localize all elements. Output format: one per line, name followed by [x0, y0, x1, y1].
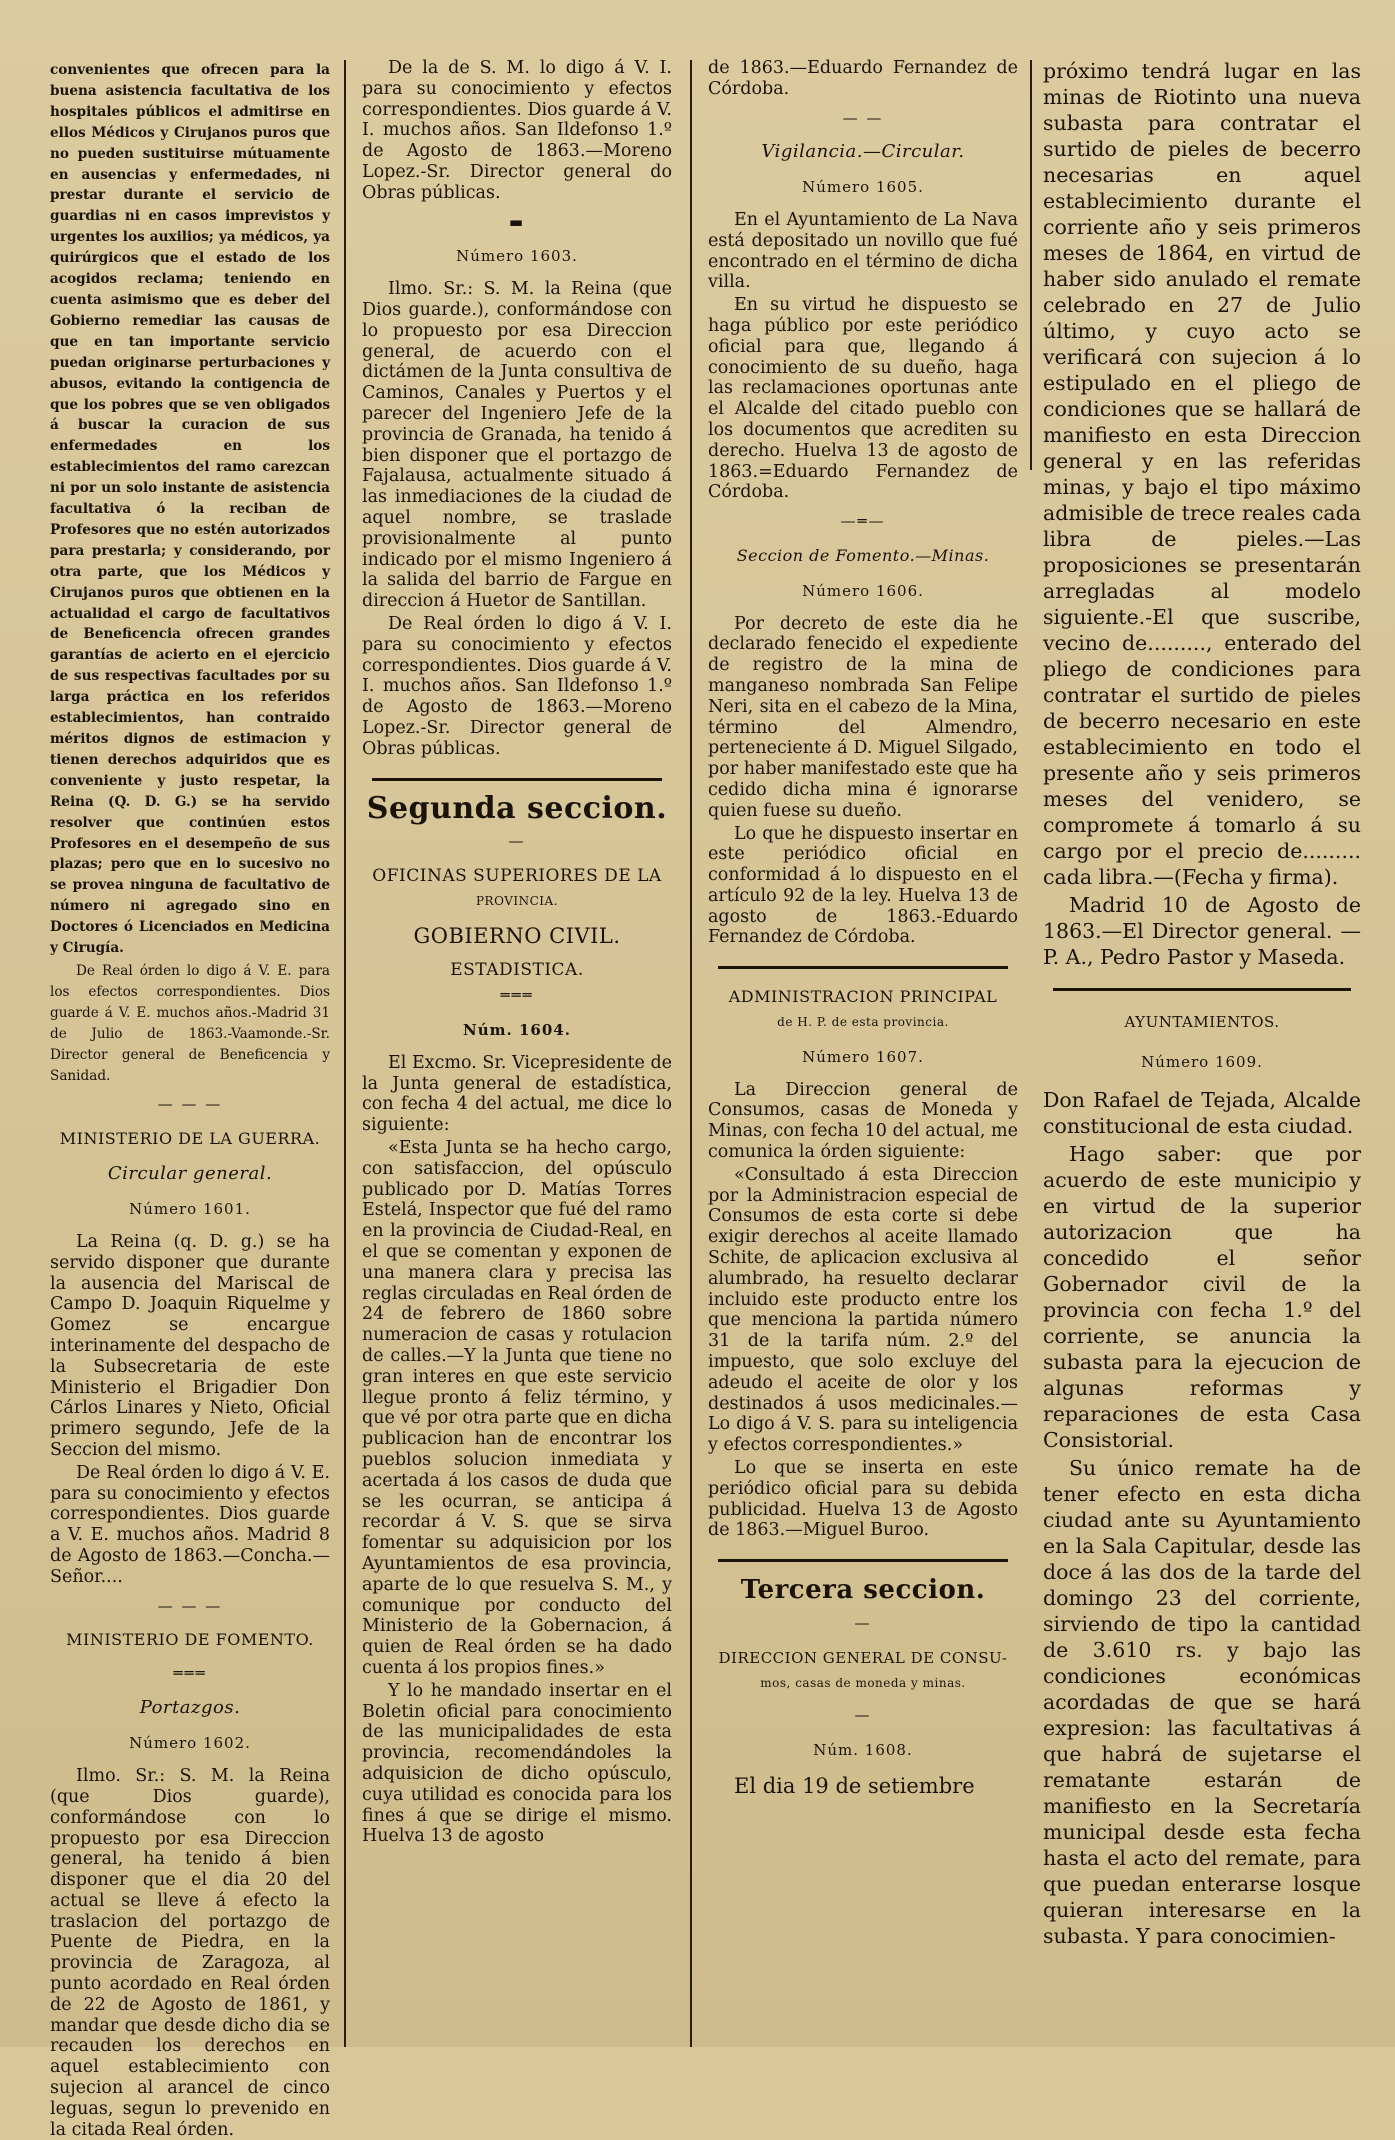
ornament-divider: — —: [842, 108, 884, 127]
section-heading: ADMINISTRACION PRINCIPAL: [728, 987, 998, 1007]
article-text: La Reina (q. D. g.) se ha servido disponer que durante la ausencia del Mariscal de Campo D. Joaquin Riquelme y Gomez se encargue interinamente del despacho de la Subsecretaria de este Ministerio el Brigadier Don Cárlos Linares y Nieto, Oficial primero segundo, Jefe de la Seccion del mismo.: [50, 1232, 330, 1460]
article-text: Don Rafael de Tejada, Alcalde constitucional de esta ciudad.: [1043, 1088, 1361, 1138]
article-text: En el Ayuntamiento de La Nava está depositado un novillo que fué encontrado en el término de dicha villa.: [708, 209, 1018, 293]
item-number: Núm. 1608.: [813, 1741, 913, 1760]
subsection-heading: Seccion de Fomento.—Minas.: [736, 545, 990, 565]
article-text: «Consultado á esta Direccion por la Administracion especial de Consumos de esta corte si debe exigir derechos al aceite llamado Schite, de aplicacion exclusiva al alumbrado, ha resuelto declarar incluido este producto entre los que menciona la partida número 31 de la tarifa núm. 2.º del impuesto, que solo excluye del adeudo el aceite de olor y los destinados á usos medicinales.—Lo digo á V. S. para su inteligencia y efectos correspondientes.»: [708, 1164, 1018, 1456]
section-heading: MINISTERIO DE FOMENTO.: [66, 1630, 314, 1650]
item-number: Número 1606.: [802, 581, 924, 600]
column-3: [708, 58, 1018, 2047]
section-title: Segunda seccion.: [366, 790, 668, 826]
ornament-divider: ═══: [500, 986, 534, 1005]
article-text: de 1863.—Eduardo Fernandez de Córdoba.: [708, 58, 1018, 99]
ornament-divider: —: [854, 1706, 872, 1725]
article-text: El dia 19 de setiembre: [734, 1773, 975, 1798]
ornament-divider: ═══: [173, 1664, 207, 1683]
article-text: «Esta Junta se ha hecho cargo, con satisfaccion, del opúsculo publicado por D. Matías Torres Estelá, Inspector que fué del ramo en la provincia de Ciudad-Real, en el que se comentan y exponen de una manera clara y precisa las reglas circuladas en Real órden de 24 de febrero de 1860 sobre numeracion de casas y rotulacion de calles.—Y la Junta que tiene no gran interes en que este servicio llegue pronto á feliz término, y que vé por otra parte que en dicha publicacion han de encontrar los pueblos solucion inmediata y acertada á los casos de duda que se les ocurran, se anticipa á recordar á V. S. que se sirva fomentar su adquisicion por los Ayuntamientos de esa provincia, aparte de lo que resuelva S. M., y comunique por conducto del Ministerio de la Gobernacion, á quien de Real órden se ha dado cuenta á los propios fines.»: [362, 1138, 672, 1678]
article-text: En su virtud he dispuesto se haga público por este periódico oficial para que, llegando á conocimiento de su dueño, haga las reclamaciones oportunas ante el Alcalde del citado pueblo con los documentos que acrediten su derecho. Huelva 13 de agosto de 1863.=Eduardo Fernandez de Córdoba.: [708, 295, 1018, 503]
article-text: De la de S. M. lo digo á V. I. para su conocimiento y efectos correspondientes. Dios guarde á V. I. muchos años. San Ildefonso 1.º de Agosto de 1863.—Moreno Lopez.-Sr. Director general do Obras públicas.: [362, 58, 672, 203]
subsection-heading: Circular general.: [107, 1163, 273, 1185]
column-rule-3: [1030, 60, 1032, 470]
article-text: Por decreto de este dia he declarado fenecido el expediente de registro de la mina de manganeso nombrada San Felipe Neri, sita en el cabezo de la Mina, término del Almendro, perteneciente á D. Miguel Silgado, por haber manifestado este que ha cedido dicha mina é ignorarse quien fuese su dueño.: [708, 613, 1018, 821]
section-rule: [372, 778, 662, 781]
ornament-divider: ▬: [508, 212, 526, 231]
item-number: Número 1605.: [802, 178, 924, 197]
section-heading: AYUNTAMIENTOS.: [1124, 1013, 1280, 1031]
article-text: De Real órden lo digo á V. E. para su conocimiento y efectos correspondientes. Dios guarde a V. E. muchos años. Madrid 8 de Agosto de 1863.—Concha.—Señor....: [50, 1462, 330, 1587]
section-rule: [718, 966, 1008, 969]
item-number: Número 1601.: [129, 1200, 251, 1219]
section-heading: MINISTERIO DE LA GUERRA.: [59, 1129, 321, 1149]
article-signature: Madrid 10 de Agosto de 1863.—El Director general. —P. A., Pedro Pastor y Maseda.: [1043, 893, 1361, 969]
item-number: Número 1602.: [129, 1734, 251, 1753]
article-text: Ilmo. Sr.: S. M. la Reina (que Dios guarde.), conformándose con lo propuesto por esa Direccion general, de acuerdo con el dictámen de la Junta consultiva de Caminos, Canales y Puertos y el parecer del Ingeniero Jefe de la provincia de Granada, ha tenido á bien disponer que el portazgo de Fajalausa, actualmente situado á las inmediaciones de la ciudad de aquel nombre, se traslade provisionalmente al punto indicado por el mismo Ingeniero á la salida del barrio de Fargue en direccion á Huetor de Santillan.: [362, 279, 672, 612]
subsection-heading: Vigilancia.—Circular.: [761, 141, 965, 163]
article-text: próximo tendrá lugar en las minas de Riotinto una nueva subasta para contratar el surtido de pieles de becerro necesarias en aquel establecimiento durante el corriente año y seis primeros meses de 1864, en virtud de haber sido anulado el remate celebrado en 27 de Julio último, y cuyo acto se verificará con sujecion á lo estipulado en el pliego de condiciones que se hallará de manifiesto en esta Direccion general y en las referidas minas, y bajo el tipo máximo admisible de trece reales cada libra de pieles.—Las proposiciones se presentarán arregladas al modelo siguiente.-El que suscribe, vecino de........., enterado del pliego de condiciones para contratar el surtido de pieles de becerro necesario en este establecimiento en todo el presente año y seis primeros meses del venidero, se compromete á tomarlo á su cargo por el precio de......... cada libra.—(Fecha y firma).: [1043, 59, 1361, 889]
column-rule-2: [690, 60, 692, 2047]
article-text: convenientes que ofrecen para la buena asistencia facultativa de los hospitales públicos el admitirse en ellos Médicos y Cirujanos puros que no pueden sustituirse mútuamente en ausencias y enfermedades, ni prestar durante el servicio de guardias ni en casos imprevistos y urgentes los auxilios; ya médicos, ya quirúrgicos que el estado de los acogidos reclama; teniendo en cuenta asimismo que es deber del Gobierno remediar las causas de que en tan importante servicio puedan originarse perturbaciones y abusos, evitando la contigencia de que los pobres que se ven obligados á buscar la curacion de sus enfermedades en los establecimientos del ramo carezcan ni por un solo instante de asistencia facultativa ó la reciban de Profesores que no estén autorizados para prestarla; y considerando, por otra parte, que los Médicos y Cirujanos puros que obtienen en la actualidad el cargo de facultativos de Beneficencia ofrecen grandes garantías de acierto en el ejercicio de sus respectivas facultades por su larga práctica en los referidos establecimientos, han contraido méritos dignos de estimacion y tienen derechos adquiridos que es conveniente y justo respetar, la Reina (Q. D. G.) se ha servido resolver que continúen estos Profesores en el desempeño de sus plazas; pero que en lo sucesivo no se provea ninguna de facultativo de número ni agregado sino en Doctores ó Licenciados en Medicina y Cirugía.: [50, 62, 330, 957]
column-rule-1: [344, 60, 346, 2047]
item-number: Número 1607.: [802, 1047, 924, 1066]
ornament-divider: — — —: [157, 1095, 223, 1114]
article-text: Lo que he dispuesto insertar en este periódico oficial en conformidad á lo dispuesto en el artículo 92 de la ley. Huelva 13 de agosto de 1863.-Eduardo Fernandez de Córdoba.: [708, 823, 1018, 948]
section-heading: GOBIERNO CIVIL.: [413, 923, 621, 948]
section-heading: DIRECCION GENERAL DE CONSU-: [718, 1648, 1008, 1667]
article-text: De Real órden lo digo á V. I. para su conocimiento y efectos correspondientes. Dios guarde á V. I. muchos años. San Ildefonso 1.º de Agosto de 1863.—Moreno Lopez.-Sr. Director general de Obras públicas.: [362, 613, 672, 759]
article-text: Lo que se inserta en este periódico oficial para su debida publicidad. Huelva 13 de Agosto de 1863.—Miguel Buroo.: [708, 1458, 1018, 1541]
article-text: Hago saber: que por acuerdo de este municipio y en virtud de la superior autorizacion que ha concedido el señor Gobernador civil de la provincia con fecha 1.º del corriente, se anuncia la subasta para la ejecucion de algunas reformas y reparaciones de esta Casa Consistorial.: [1043, 1142, 1361, 1452]
section-rule: [718, 1559, 1008, 1562]
article-text: Y lo he mandado insertar en el Boletin oficial para conocimiento de las municipalidades de esta provincia, recomendándoles la adquisicion de dicho opúsculo, cuya utilidad es conocida para los fines á que se dirige el mismo. Huelva 13 de agosto: [362, 1680, 672, 1847]
section-subheading: PROVINCIA.: [475, 893, 559, 908]
ornament-divider: —: [854, 1614, 872, 1632]
column-4: [1043, 58, 1361, 2047]
section-heading: OFICINAS SUPERIORES DE LA: [372, 866, 662, 887]
subsection-heading: Portazgos.: [139, 1697, 241, 1719]
section-rule: [1053, 988, 1351, 991]
section-title: Tercera seccion.: [740, 1575, 986, 1606]
section-subheading: de H. P. de esta provincia.: [777, 1015, 949, 1030]
column-1: [50, 60, 330, 2140]
article-text: Ilmo. Sr.: S. M. la Reina (que Dios guarde), conformándose con lo propuesto por esa Direccion general, ha tenido á bien disponer que el dia 20 del actual se lleve á efecto la traslacion del portazgo de Puente de Piedra, en la provincia de Zaragoza, al punto acordado en Real órden de 22 de Agosto de 1861, y mandar que desde dicho dia se recauden los derechos en aquel establecimiento con sujecion al arancel de cinco leguas, segun lo prevenido en la citada Real órden.: [50, 1766, 330, 2140]
item-number: Número 1609.: [1141, 1053, 1263, 1071]
item-number: Núm. 1604.: [463, 1021, 571, 1040]
article-text: Su único remate ha de tener efecto en esta dicha ciudad ante su Ayuntamiento en la Sala Capitular, desde las doce á las dos de la tarde del domingo 23 del corriente, sirviendo de tipo la cantidad de 3.610 rs. y bajo las condiciones económicas acordadas de que se hará expresion: las facultativas á que habrá de sujetarse el rematante estarán de manifiesto en la Secretaría municipal desde esta fecha hasta el acto del remate, para que puedan enterarse losque quieran interesarse en la subasta. Y para conocimien-: [1043, 1456, 1361, 1948]
ornament-divider: — — —: [157, 1596, 223, 1615]
section-subheading: mos, casas de moneda y minas.: [760, 1675, 966, 1690]
article-text: La Direccion general de Consumos, casas de Moneda y Minas, con fecha 10 del actual, me comunica la órden siguiente:: [708, 1079, 1018, 1163]
article-text: De Real órden lo digo á V. E. para los efectos correspondientes. Dios guarde á V. E. muchos años.-Madrid 31 de Julio de 1863.-Vaamonde.-Sr. Director general de Beneficencia y Sanidad.: [50, 962, 330, 1084]
column-2: [362, 58, 672, 2047]
ornament-divider: —: [508, 832, 526, 851]
item-number: Número 1603.: [456, 247, 578, 266]
ornament-divider: —═—: [840, 512, 886, 531]
article-text: El Excmo. Sr. Vicepresidente de la Junta general de estadística, con fecha 4 del actual, me dice lo siguiente:: [362, 1052, 672, 1136]
section-heading: ESTADISTICA.: [450, 960, 584, 981]
